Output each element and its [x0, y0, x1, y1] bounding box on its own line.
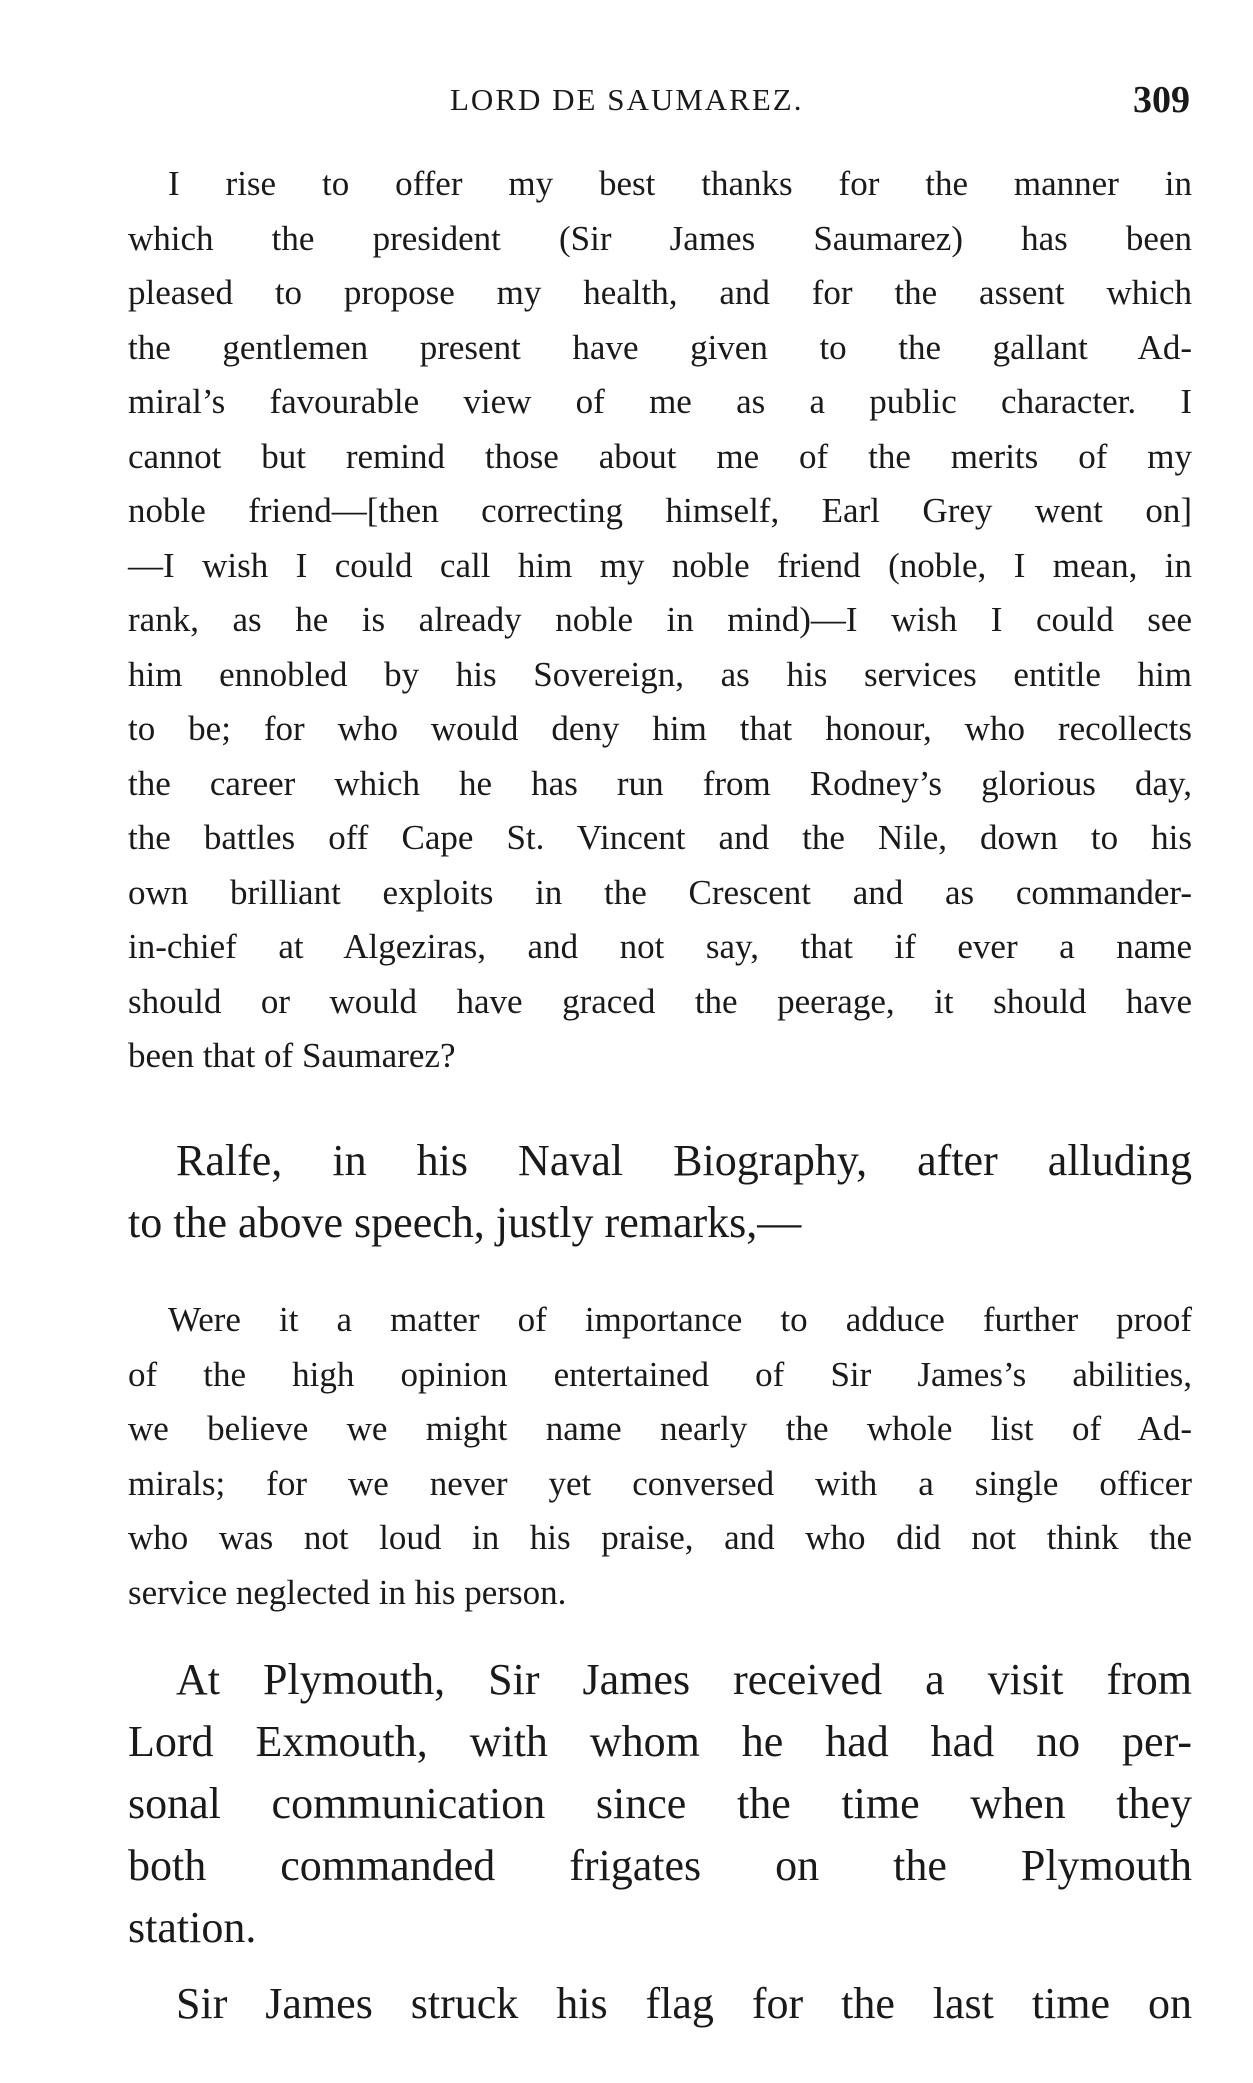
text-line: service neglected in his person.: [128, 1572, 567, 1612]
text-line: I rise to offer my best thanks for the manner in: [168, 164, 1192, 203]
ralfe-intro-paragraph: [128, 1130, 1192, 1254]
text-line: both commanded frigates on the Plymouth: [128, 1841, 1192, 1890]
text-line: Lord Exmouth, with whom he had had no per-: [128, 1717, 1192, 1766]
text-line: the battles off Cape St. Vincent and the Nile, down to his: [128, 818, 1192, 857]
text-line: station.: [128, 1903, 257, 1952]
text-line: own brilliant exploits in the Crescent and as commander-: [128, 872, 1192, 912]
text-line: Were it a matter of importance to adduce further proof: [168, 1300, 1192, 1339]
text-line: been that of Saumarez?: [128, 1036, 456, 1075]
page-number: 309: [1133, 79, 1190, 121]
text-line: to be; for who would deny him that honour, who recollects: [128, 709, 1192, 748]
text-line: Ralfe, in his Naval Biography, after alluding: [176, 1136, 1192, 1185]
text-line: in-chief at Algeziras, and not say, that if ever a name: [128, 927, 1192, 966]
text-line: pleased to propose my health, and for the assent which: [128, 273, 1192, 312]
text-line: At Plymouth, Sir James received a visit from: [176, 1655, 1192, 1704]
text-line: of the high opinion entertained of Sir James’s abilities,: [128, 1354, 1192, 1394]
text-line: should or would have graced the peerage, it should have: [128, 981, 1192, 1021]
text-line: to the above speech, justly remarks,—: [128, 1198, 802, 1247]
plymouth-paragraph: [128, 1649, 1192, 1959]
speech-quote: [128, 157, 1192, 1084]
text-line: who was not loud in his praise, and who did not think the: [128, 1518, 1192, 1557]
final-paragraph: [128, 1973, 1192, 2035]
text-line: —I wish I could call him my noble friend (noble, I mean, in: [128, 545, 1192, 585]
text-line: mirals; for we never yet conversed with a single officer: [128, 1463, 1192, 1503]
text-line: cannot but remind those about me of the merits of my: [128, 436, 1192, 476]
text-line: miral’s favourable view of me as a public character. I: [128, 382, 1192, 421]
text-line: which the president (Sir James Saumarez) has been: [128, 218, 1192, 258]
text-line: the gentlemen present have given to the gallant Ad-: [128, 327, 1192, 367]
text-line: him ennobled by his Sovereign, as his services entitle him: [128, 654, 1192, 694]
running-head: LORD DE SAUMAREZ.: [450, 82, 804, 117]
text-line: the career which he has run from Rodney’s glorious day,: [128, 763, 1192, 803]
page-header: [130, 79, 1190, 132]
text-line: sonal communication since the time when they: [128, 1779, 1192, 1828]
text-line: noble friend—[then correcting himself, Earl Grey went on]: [128, 491, 1192, 530]
text-line: Sir James struck his flag for the last time on: [176, 1979, 1192, 2028]
text-line: rank, as he is already noble in mind)—I wish I could see: [128, 600, 1192, 639]
ralfe-quote: [128, 1293, 1192, 1620]
text-line: we believe we might name nearly the whole list of Ad-: [128, 1409, 1192, 1448]
